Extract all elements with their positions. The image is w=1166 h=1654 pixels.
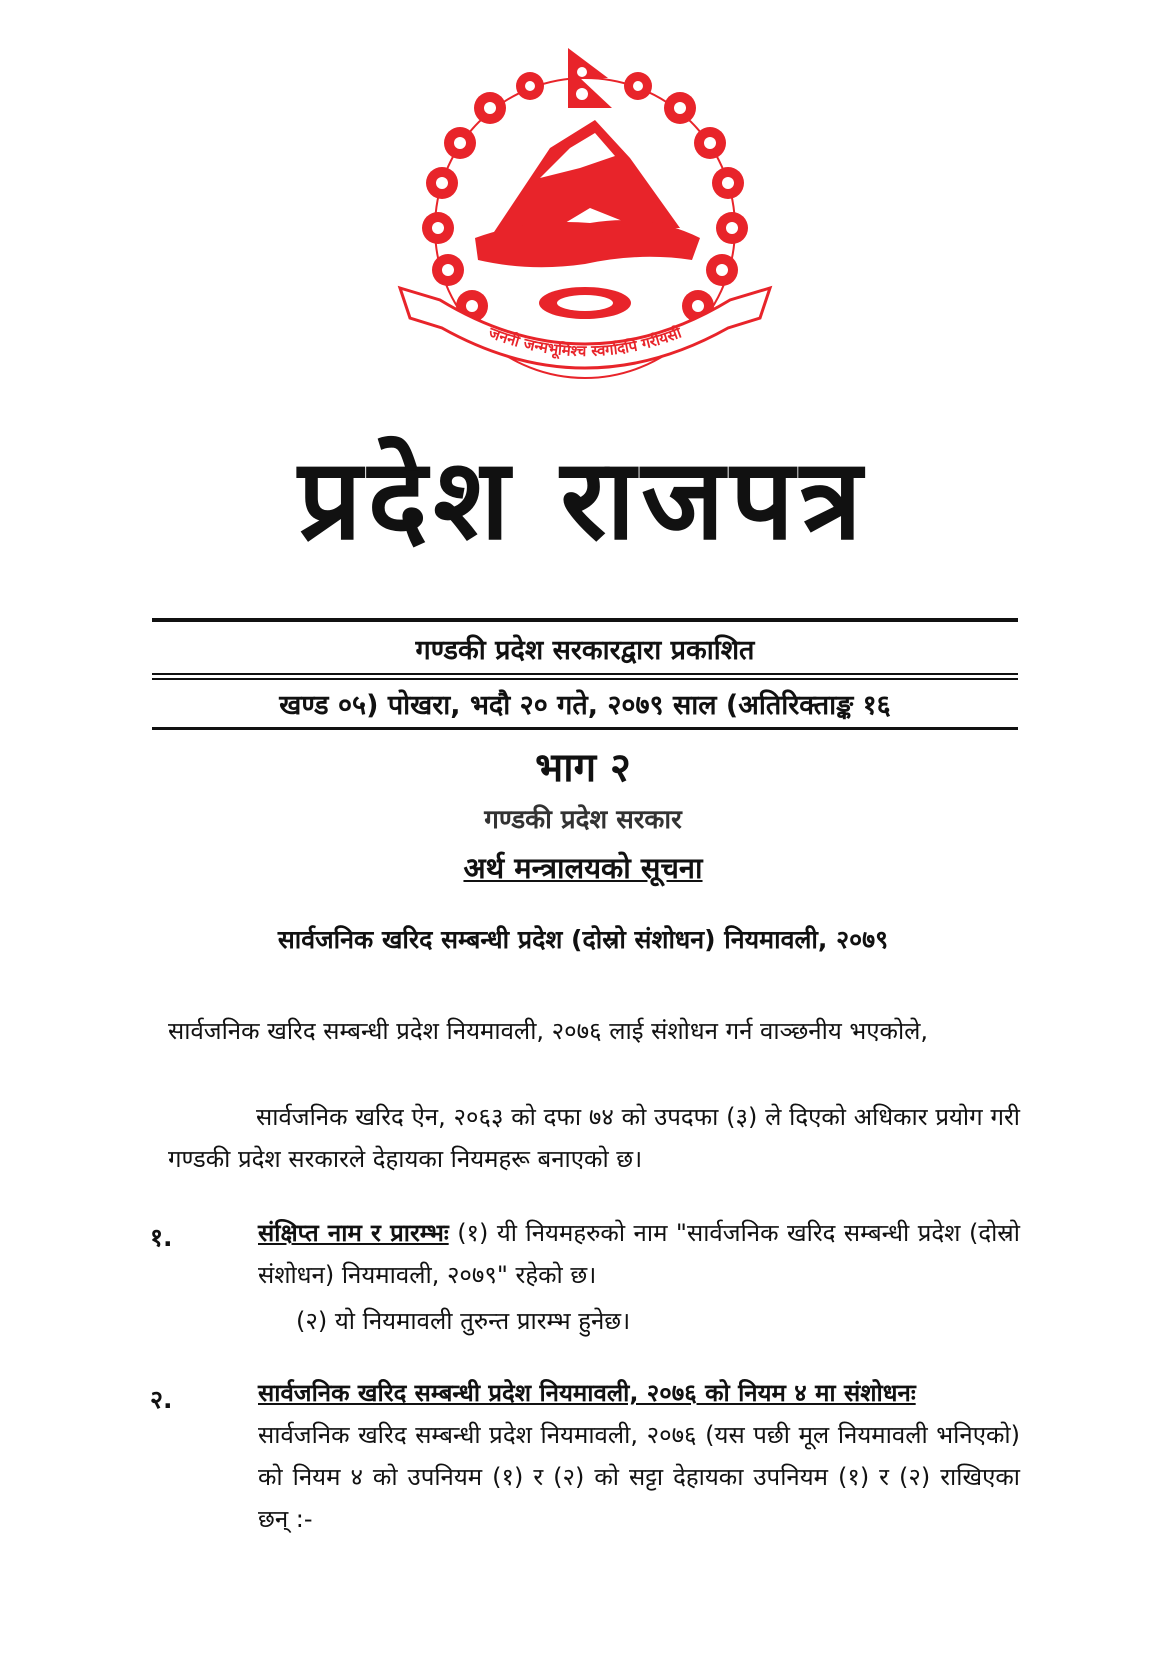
issue-line: खण्ड ०५) पोखरा, भदौ २० गते, २०७९ साल (अतिरिक्ताङ्क १६ <box>279 690 891 721</box>
government-name: गण्डकी प्रदेश सरकार <box>484 805 682 835</box>
section-number: १. <box>150 1223 173 1252</box>
section-heading: संक्षिप्त नाम र प्रारम्भः <box>258 1219 449 1247</box>
preamble-paragraph-2: सार्वजनिक खरिद ऐन, २०६३ को दफा ७४ को उपदफा (३) ले दिएको अधिकार प्रयोग गरी गण्डकी प्रदेश सरकारले देहायका नियमहरू बनाएको छ। <box>168 1103 1020 1173</box>
section-2 <box>258 1372 1020 1540</box>
handshake-icon <box>539 287 631 319</box>
gazette-title: प्रदेश राजपत्र <box>298 435 868 565</box>
mountain-icon <box>490 120 680 238</box>
ministry-notice: अर्थ मन्त्रालयको सूचना <box>463 851 703 885</box>
section-body: (१) यी नियमहरुको नाम "सार्वजनिक खरिद सम्बन्धी प्रदेश (दोस्रो संशोधन) नियमावली, २०७९" रहेको छ। <box>258 1219 1020 1289</box>
section-number: २. <box>150 1385 173 1414</box>
section-1 <box>258 1212 1020 1296</box>
publisher-line: गण्डकी प्रदेश सरकारद्वारा प्रकाशित <box>415 635 755 666</box>
section-body: सार्वजनिक खरिद सम्बन्धी प्रदेश नियमावली, २०७६ (यस पछी मूल नियमावली भनिएको) को नियम ४ को उपनियम (१) र (२) को सट्टा देहायका उपनियम (१) र (२) राखिएका छन् :- <box>258 1421 1020 1533</box>
coat-of-arms-emblem <box>380 38 790 408</box>
section-heading: सार्वजनिक खरिद सम्बन्धी प्रदेश नियमावली, २०७६ को नियम ४ मा संशोधनः <box>258 1379 916 1407</box>
double-rule-lower <box>152 678 1018 680</box>
rule-title: सार्वजनिक खरिद सम्बन्धी प्रदेश (दोस्रो संशोधन) नियमावली, २०७९ <box>277 925 889 954</box>
double-rule-upper <box>152 673 1018 675</box>
top-rule <box>152 618 1018 622</box>
national-flag-icon <box>568 48 612 108</box>
section-subclause: (२) यो नियमावली तुरुन्त प्रारम्भ हुनेछ। <box>296 1307 631 1335</box>
bottom-rule <box>152 727 1018 730</box>
part-title: भाग २ <box>535 745 631 791</box>
preamble-paragraph-1: सार्वजनिक खरिद सम्बन्धी प्रदेश नियमावली, २०७६ लाई संशोधन गर्न वाञ्छनीय भएकोले, <box>168 1017 929 1045</box>
motto-text: जननी जन्मभूमिश्च स्वर्गादपि गरीयसी <box>486 323 684 361</box>
